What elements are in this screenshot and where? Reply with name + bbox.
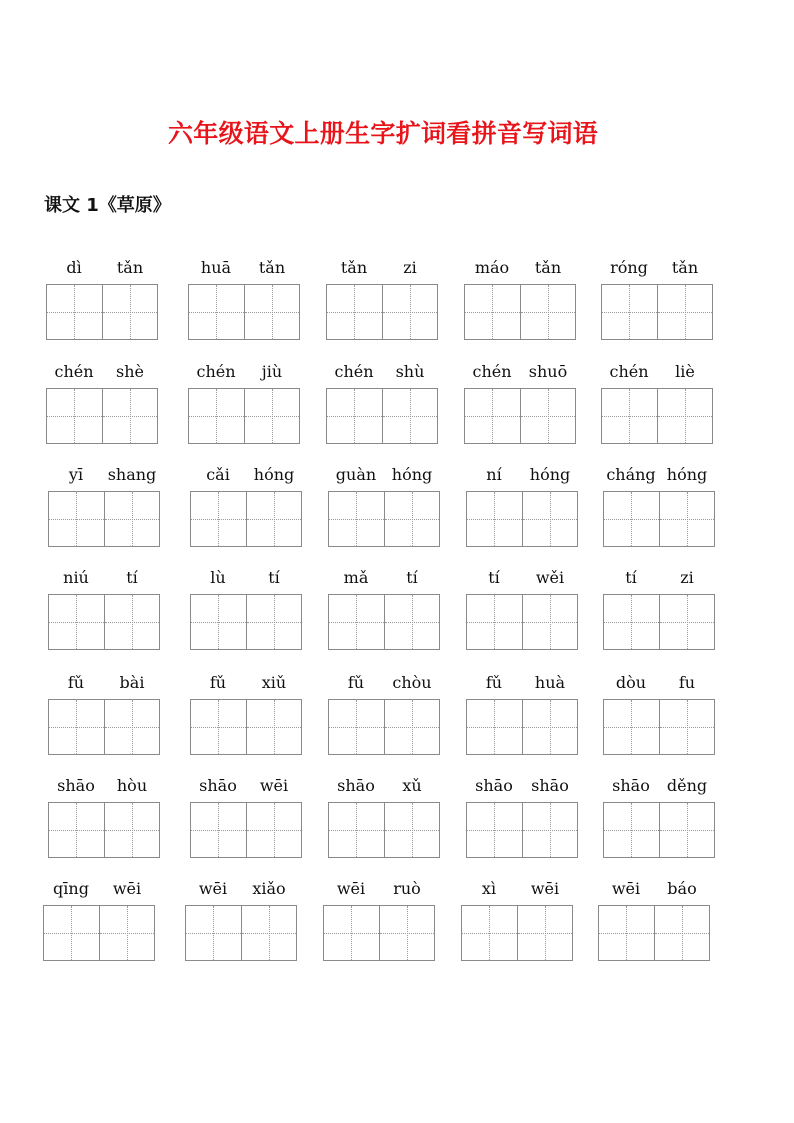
writing-box-pair (48, 491, 160, 547)
word-item (603, 568, 715, 648)
pinyin-syllable: hóng (529, 465, 571, 484)
pinyin-syllable: xiǔ (261, 673, 287, 692)
writing-box[interactable] (246, 700, 302, 754)
pinyin-syllable: xì (481, 879, 497, 898)
pinyin-syllable: wēi (530, 879, 560, 898)
word-item (190, 673, 302, 753)
word-item (190, 568, 302, 648)
pinyin-syllable: xiǎo (252, 879, 286, 898)
pinyin-syllable: shāo (199, 776, 237, 795)
writing-box-pair (466, 802, 578, 858)
writing-box-pair (48, 802, 160, 858)
pinyin-syllable: cháng (606, 465, 656, 484)
writing-box[interactable] (659, 700, 715, 754)
writing-box-pair (328, 491, 440, 547)
writing-box-pair (188, 388, 300, 444)
writing-box[interactable] (104, 803, 160, 857)
writing-box-pair (185, 905, 297, 961)
word-item (603, 776, 715, 856)
pinyin-syllable: wēi (259, 776, 289, 795)
word-item (46, 258, 158, 338)
writing-box[interactable] (189, 389, 244, 443)
writing-box-pair (464, 388, 576, 444)
writing-box[interactable] (47, 389, 102, 443)
writing-box-pair (464, 284, 576, 340)
pinyin-syllable: shāo (475, 776, 513, 795)
word-item (328, 568, 440, 648)
writing-box[interactable] (99, 906, 155, 960)
writing-box-pair (328, 594, 440, 650)
writing-box[interactable] (384, 492, 440, 546)
pinyin-syllable: hòu (116, 776, 148, 795)
pinyin-syllable: tǎn (671, 258, 699, 277)
word-item (188, 258, 300, 338)
writing-box-pair (598, 905, 710, 961)
writing-box[interactable] (384, 803, 440, 857)
writing-box[interactable] (520, 389, 576, 443)
writing-box[interactable] (382, 285, 438, 339)
word-item (48, 568, 160, 648)
writing-box-pair (466, 699, 578, 755)
writing-box[interactable] (379, 906, 435, 960)
writing-box[interactable] (49, 492, 104, 546)
writing-box[interactable] (246, 803, 302, 857)
writing-box-pair (601, 284, 713, 340)
pinyin-syllable: shāo (612, 776, 650, 795)
writing-box-pair (188, 284, 300, 340)
pinyin-syllable: fǔ (67, 673, 85, 692)
word-item (328, 673, 440, 753)
writing-box-pair (326, 284, 438, 340)
pinyin-syllable: hóng (391, 465, 433, 484)
writing-box-pair (603, 802, 715, 858)
word-item (48, 673, 160, 753)
word-item (48, 465, 160, 545)
writing-box[interactable] (329, 492, 384, 546)
writing-box-pair (603, 699, 715, 755)
word-item (328, 776, 440, 856)
pinyin-syllable: děng (666, 776, 708, 795)
writing-box[interactable] (327, 389, 382, 443)
writing-box[interactable] (244, 285, 300, 339)
writing-box[interactable] (465, 285, 520, 339)
pinyin-syllable: shāo (337, 776, 375, 795)
pinyin-syllable: jiù (261, 362, 283, 381)
word-item (601, 258, 713, 338)
writing-box[interactable] (382, 389, 438, 443)
writing-box-pair (328, 699, 440, 755)
writing-box[interactable] (49, 700, 104, 754)
writing-box[interactable] (49, 595, 104, 649)
pinyin-syllable: niú (63, 568, 89, 587)
writing-box-pair (46, 284, 158, 340)
pinyin-syllable: hóng (253, 465, 295, 484)
writing-box-pair (603, 491, 715, 547)
pinyin-syllable: huà (534, 673, 566, 692)
pinyin-syllable: mǎ (343, 568, 369, 587)
pinyin-syllable: fǔ (209, 673, 227, 692)
writing-box-pair (48, 594, 160, 650)
writing-box[interactable] (522, 803, 578, 857)
word-item (323, 879, 435, 959)
lesson-heading: 课文 1《草原》 (44, 195, 171, 216)
pinyin-syllable: tǎn (340, 258, 368, 277)
pinyin-syllable: wēi (198, 879, 228, 898)
writing-box[interactable] (49, 803, 104, 857)
word-item (328, 465, 440, 545)
writing-box[interactable] (599, 906, 654, 960)
pinyin-syllable: tǎn (534, 258, 562, 277)
writing-box[interactable] (329, 595, 384, 649)
writing-box[interactable] (104, 492, 160, 546)
pinyin-syllable: guàn (335, 465, 377, 484)
word-item (466, 568, 578, 648)
pinyin-syllable: chén (54, 362, 94, 381)
word-item (185, 879, 297, 959)
writing-box[interactable] (104, 595, 160, 649)
writing-box-pair (190, 699, 302, 755)
pinyin-syllable: fu (678, 673, 696, 692)
writing-box-pair (43, 905, 155, 961)
pinyin-syllable: shang (107, 465, 157, 484)
word-item (598, 879, 710, 959)
writing-box[interactable] (102, 285, 158, 339)
pinyin-syllable: shù (395, 362, 425, 381)
writing-box[interactable] (329, 700, 384, 754)
pinyin-syllable: zi (403, 258, 417, 277)
writing-box[interactable] (659, 803, 715, 857)
pinyin-syllable: tí (406, 568, 418, 587)
pinyin-syllable: wěi (535, 568, 565, 587)
word-item (466, 465, 578, 545)
pinyin-syllable: chén (472, 362, 512, 381)
pinyin-syllable: wēi (112, 879, 142, 898)
pinyin-syllable: shè (116, 362, 144, 381)
word-item (603, 673, 715, 753)
writing-box[interactable] (517, 906, 573, 960)
pinyin-syllable: shāo (531, 776, 569, 795)
pinyin-syllable: fǔ (485, 673, 503, 692)
writing-box[interactable] (191, 700, 246, 754)
writing-box[interactable] (659, 595, 715, 649)
pinyin-syllable: tǎn (258, 258, 286, 277)
writing-box[interactable] (246, 492, 302, 546)
writing-box[interactable] (462, 906, 517, 960)
writing-box[interactable] (602, 389, 657, 443)
word-item (190, 465, 302, 545)
word-item (464, 362, 576, 442)
pinyin-syllable: shāo (57, 776, 95, 795)
writing-box-pair (46, 388, 158, 444)
writing-box-pair (190, 802, 302, 858)
writing-box-pair (328, 802, 440, 858)
pinyin-syllable: zi (680, 568, 694, 587)
writing-box-pair (48, 699, 160, 755)
pinyin-syllable: yī (68, 465, 84, 484)
pinyin-syllable: tí (625, 568, 637, 587)
writing-box[interactable] (241, 906, 297, 960)
writing-box[interactable] (44, 906, 99, 960)
word-item (461, 879, 573, 959)
writing-box[interactable] (191, 492, 246, 546)
writing-box[interactable] (602, 285, 657, 339)
word-item (326, 362, 438, 442)
writing-box[interactable] (657, 285, 713, 339)
writing-box-pair (466, 594, 578, 650)
writing-box[interactable] (384, 595, 440, 649)
pinyin-syllable: wēi (611, 879, 641, 898)
writing-box[interactable] (467, 803, 522, 857)
pinyin-syllable: lù (210, 568, 226, 587)
writing-box[interactable] (329, 803, 384, 857)
writing-box[interactable] (102, 389, 158, 443)
writing-box-pair (603, 594, 715, 650)
writing-box-pair (466, 491, 578, 547)
pinyin-syllable: ní (486, 465, 502, 484)
pinyin-syllable: dì (66, 258, 82, 277)
pinyin-syllable: báo (667, 879, 697, 898)
pinyin-syllable: chòu (392, 673, 432, 692)
writing-box[interactable] (604, 700, 659, 754)
word-item (46, 362, 158, 442)
pinyin-syllable: fǔ (347, 673, 365, 692)
writing-box-pair (190, 491, 302, 547)
word-item (48, 776, 160, 856)
writing-box[interactable] (465, 389, 520, 443)
writing-box[interactable] (467, 700, 522, 754)
writing-box[interactable] (657, 389, 713, 443)
writing-box[interactable] (191, 595, 246, 649)
writing-box[interactable] (467, 492, 522, 546)
writing-box[interactable] (522, 595, 578, 649)
writing-box[interactable] (189, 285, 244, 339)
pinyin-syllable: chén (609, 362, 649, 381)
writing-box[interactable] (522, 700, 578, 754)
pinyin-syllable: tí (126, 568, 138, 587)
pinyin-syllable: róng (610, 258, 648, 277)
writing-box[interactable] (520, 285, 576, 339)
word-item (43, 879, 155, 959)
writing-box[interactable] (604, 595, 659, 649)
pinyin-syllable: qīng (53, 879, 89, 898)
pinyin-syllable: ruò (393, 879, 421, 898)
pinyin-syllable: tǎn (116, 258, 144, 277)
pinyin-syllable: xǔ (402, 776, 422, 795)
writing-box-pair (461, 905, 573, 961)
pinyin-syllable: tí (488, 568, 500, 587)
word-item (466, 673, 578, 753)
word-item (466, 776, 578, 856)
writing-box[interactable] (654, 906, 710, 960)
pinyin-syllable: tí (268, 568, 280, 587)
word-item (601, 362, 713, 442)
word-item (603, 465, 715, 545)
writing-box[interactable] (191, 803, 246, 857)
writing-box[interactable] (659, 492, 715, 546)
writing-box-pair (323, 905, 435, 961)
writing-box[interactable] (186, 906, 241, 960)
writing-box-pair (326, 388, 438, 444)
pinyin-syllable: huā (200, 258, 232, 277)
writing-box[interactable] (384, 700, 440, 754)
pinyin-syllable: wēi (336, 879, 366, 898)
pinyin-syllable: hóng (666, 465, 708, 484)
writing-box[interactable] (47, 285, 102, 339)
writing-box[interactable] (244, 389, 300, 443)
pinyin-syllable: chén (334, 362, 374, 381)
word-item (326, 258, 438, 338)
writing-box[interactable] (246, 595, 302, 649)
writing-box[interactable] (327, 285, 382, 339)
writing-box[interactable] (324, 906, 379, 960)
word-item (464, 258, 576, 338)
word-item (190, 776, 302, 856)
pinyin-syllable: cǎi (206, 465, 230, 484)
writing-box[interactable] (104, 700, 160, 754)
page-title: 六年级语文上册生字扩词看拼音写词语 (168, 119, 599, 148)
writing-box-pair (190, 594, 302, 650)
writing-box[interactable] (604, 803, 659, 857)
pinyin-syllable: máo (474, 258, 510, 277)
pinyin-syllable: dòu (615, 673, 647, 692)
word-item (188, 362, 300, 442)
writing-box-pair (601, 388, 713, 444)
writing-box[interactable] (522, 492, 578, 546)
writing-box[interactable] (604, 492, 659, 546)
pinyin-syllable: liè (675, 362, 695, 381)
pinyin-syllable: shuō (528, 362, 568, 381)
writing-box[interactable] (467, 595, 522, 649)
pinyin-syllable: bài (119, 673, 145, 692)
pinyin-syllable: chén (196, 362, 236, 381)
